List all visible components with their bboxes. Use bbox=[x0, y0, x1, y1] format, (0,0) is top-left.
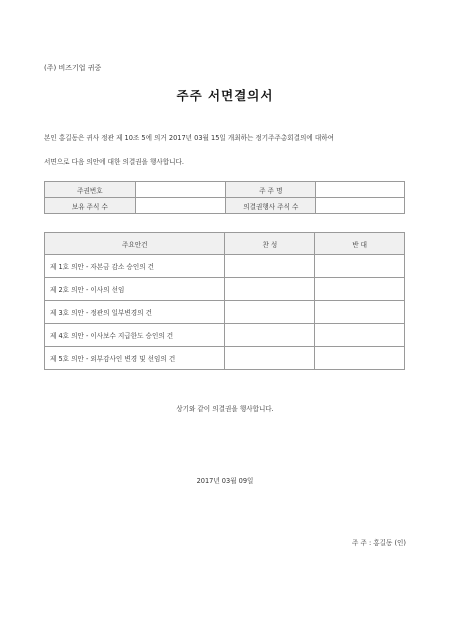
shareholder-number-label: 주권번호 bbox=[45, 182, 136, 198]
table-row bbox=[45, 301, 405, 324]
shareholder-number-field[interactable] bbox=[135, 182, 226, 198]
document-date: 2017년 03월 09일 bbox=[196, 477, 254, 485]
shareholder-name-field[interactable] bbox=[316, 182, 405, 198]
approve-header: 찬 성 bbox=[225, 233, 315, 255]
oppose-cell-2[interactable] bbox=[315, 278, 405, 301]
oppose-cell-3[interactable] bbox=[315, 301, 405, 324]
table-row bbox=[45, 278, 405, 301]
voting-shares-field[interactable] bbox=[316, 198, 405, 214]
info-row-2 bbox=[45, 198, 405, 214]
agenda-table bbox=[44, 232, 405, 370]
oppose-cell-5[interactable] bbox=[315, 347, 405, 370]
oppose-header: 반 대 bbox=[315, 233, 405, 255]
shares-owned-field[interactable] bbox=[135, 198, 226, 214]
info-row-1 bbox=[45, 182, 405, 198]
agenda-header-row bbox=[45, 233, 405, 255]
signature-line: 주 주 : 홍길동 (인) bbox=[352, 539, 406, 547]
table-row bbox=[45, 347, 405, 370]
intro-line-1: 본인 홍길동은 귀사 정관 제 10조 5에 의거 2017년 03월 15일 개최하는 정기주주총회결의에 대하여 bbox=[44, 134, 334, 142]
approve-cell-3[interactable] bbox=[225, 301, 315, 324]
oppose-cell-1[interactable] bbox=[315, 255, 405, 278]
agenda-item-4: 제 4호 의안 - 이사보수 지급한도 승인의 건 bbox=[45, 324, 225, 347]
closing-statement: 상기와 같이 의결권을 행사합니다. bbox=[176, 405, 274, 413]
approve-cell-1[interactable] bbox=[225, 255, 315, 278]
agenda-item-3: 제 3호 의안 - 정관의 일부변경의 건 bbox=[45, 301, 225, 324]
table-row bbox=[45, 255, 405, 278]
agenda-item-2: 제 2호 의안 - 이사의 선임 bbox=[45, 278, 225, 301]
approve-cell-5[interactable] bbox=[225, 347, 315, 370]
recipient-line: (주) 비즈기업 귀중 bbox=[44, 64, 102, 72]
voting-shares-label: 의결권행사 주식 수 bbox=[226, 198, 316, 214]
shares-owned-label: 보유 주식 수 bbox=[45, 198, 136, 214]
shareholder-name-label: 주 주 명 bbox=[226, 182, 316, 198]
document-title: 주주 서면결의서 bbox=[176, 88, 274, 103]
agenda-item-1: 제 1호 의안 - 자본금 감소 승인의 건 bbox=[45, 255, 225, 278]
approve-cell-4[interactable] bbox=[225, 324, 315, 347]
agenda-item-header: 주요안건 bbox=[45, 233, 225, 255]
oppose-cell-4[interactable] bbox=[315, 324, 405, 347]
table-row bbox=[45, 324, 405, 347]
approve-cell-2[interactable] bbox=[225, 278, 315, 301]
shareholder-info-table bbox=[44, 181, 405, 214]
intro-line-2: 서면으로 다음 의안에 대한 의결권을 행사합니다. bbox=[44, 158, 184, 166]
agenda-item-5: 제 5호 의안 - 외부감사인 변경 및 선임의 건 bbox=[45, 347, 225, 370]
